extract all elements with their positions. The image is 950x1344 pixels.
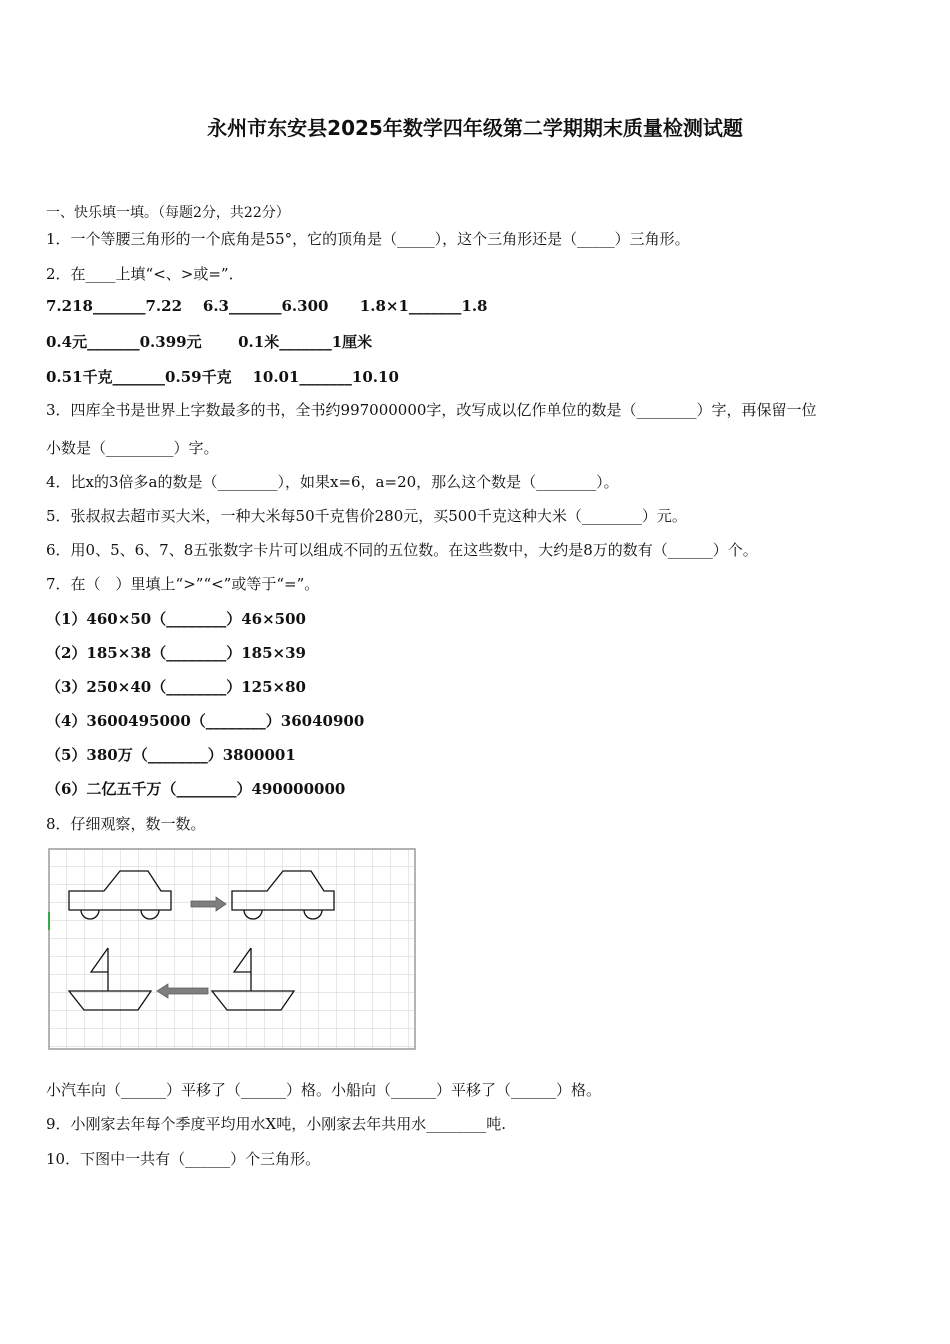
question-8-stem: 8．仔细观察，数一数。 [46, 815, 206, 833]
question-5: 5．张叔叔去超市买大米，一种大米每50千克售价280元，买500千克这种大米（________）元。 [46, 507, 687, 525]
page-title: 永州市东安县2025年数学四年级第二学期期末质量检测试题 [207, 116, 743, 140]
question-2-row-1: 7.218_______7.22 6.3_______6.300 1.8×1_______1.8 [46, 297, 488, 315]
question-7-item: （4）3600495000（________）36040900 [46, 712, 365, 730]
question-7-item: （1）460×50（________）46×500 [46, 610, 306, 628]
question-8-answer-line: 小汽车向（______）平移了（______）格。小船向（______）平移了（______）格。 [46, 1081, 602, 1099]
question-7-item: （5）380万（________）3800001 [46, 746, 296, 764]
question-7-item: （3）250×40（________）125×80 [46, 678, 306, 696]
question-2-row-3: 0.51千克_______0.59千克 10.01_______10.10 [46, 368, 399, 386]
question-4: 4．比x的3倍多a的数是（________），如果x=6，a=20，那么这个数是（________）。 [46, 473, 619, 491]
question-3-line-2: 小数是（_________）字。 [46, 439, 219, 457]
section-header: 一、快乐填一填。（每题2分，共22分） [46, 205, 290, 221]
question-7-stem: 7．在（ ）里填上“>”“<”或等于“=”。 [46, 575, 320, 593]
question-7-item: （6）二亿五千万（________）490000000 [46, 780, 346, 798]
translation-grid-figure [48, 848, 416, 1052]
question-10: 10．下图中一共有（______）个三角形。 [46, 1150, 321, 1168]
question-1: 1．一个等腰三角形的一个底角是55°，它的顶角是（_____），这个三角形还是（_____）三角形。 [46, 230, 690, 248]
grid-background [49, 849, 415, 1049]
question-7-item: （2）185×38（________）185×39 [46, 644, 306, 662]
question-6: 6．用0、5、6、7、8五张数字卡片可以组成不同的五位数。在这些数中，大约是8万的数有（______）个。 [46, 541, 758, 559]
question-9: 9．小刚家去年每个季度平均用水X吨，小刚家去年共用水________吨. [46, 1115, 506, 1133]
question-3-line-1: 3．四库全书是世界上字数最多的书，全书约997000000字，改写成以亿作单位的数是（________）字，再保留一位 [46, 401, 817, 419]
question-2-stem: 2．在____上填“<、>或=”． [46, 265, 244, 283]
question-2-row-2: 0.4元_______0.399元 0.1米_______1厘米 [46, 333, 373, 351]
